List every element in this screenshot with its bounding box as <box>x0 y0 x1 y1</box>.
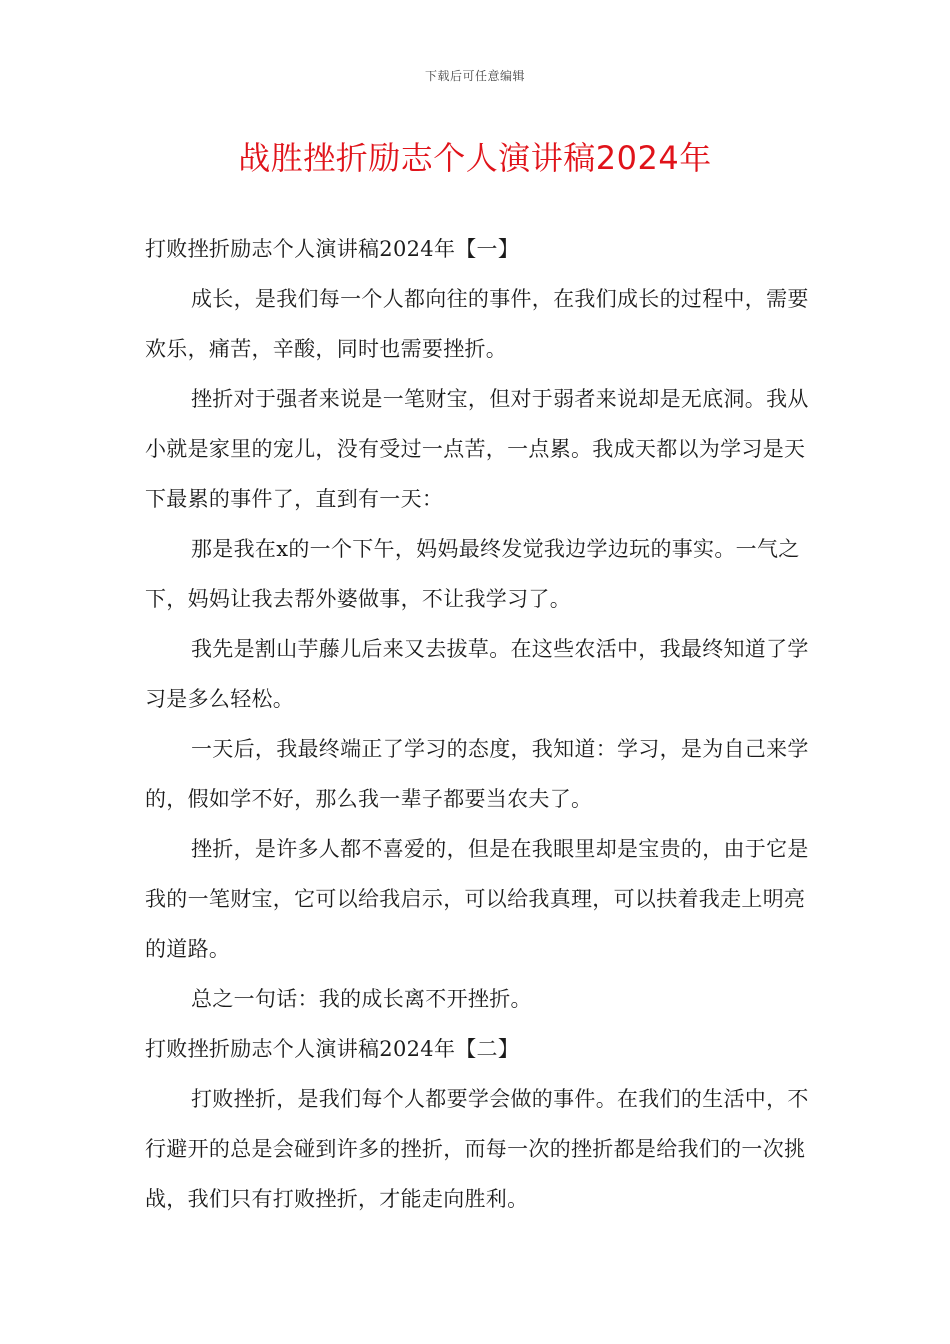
section-heading-2: 打败挫折励志个人演讲稿2024年【二】 <box>145 1037 520 1061</box>
paragraph: 打败挫折，是我们每个人都要学会做的事件。在我们的生活中，不行避开的总是会碰到许多的挫折，而每一次的挫折都是给我们的一次挑战，我们只有打败挫折，才能走向胜利。 <box>145 1087 809 1211</box>
paragraph: 我先是割山芋藤儿后来又去拔草。在这些农活中，我最终知道了学习是多么轻松。 <box>145 637 809 711</box>
paragraph: 挫折对于强者来说是一笔财宝，但对于弱者来说却是无底洞。我从小就是家里的宠儿，没有受过一点苦，一点累。我成天都以为学习是天下最累的事件了，直到有一天： <box>145 387 809 511</box>
paragraph: 成长，是我们每一个人都向往的事件，在我们成长的过程中，需要欢乐，痛苦，辛酸，同时也需要挫折。 <box>145 287 809 361</box>
paragraph: 那是我在x的一个下午，妈妈最终发觉我边学边玩的事实。一气之下，妈妈让我去帮外婆做事，不让我学习了。 <box>145 537 800 611</box>
section-heading-1: 打败挫折励志个人演讲稿2024年【一】 <box>145 237 520 261</box>
header-note: 下载后可任意编辑 <box>424 69 525 83</box>
paragraph: 总之一句话：我的成长离不开挫折。 <box>191 987 532 1011</box>
paragraph: 一天后，我最终端正了学习的态度，我知道：学习，是为自己来学的，假如学不好，那么我一辈子都要当农夫了。 <box>145 737 809 811</box>
document-title: 战胜挫折励志个人演讲稿2024年 <box>238 139 712 177</box>
paragraph: 挫折，是许多人都不喜爱的，但是在我眼里却是宝贵的，由于它是我的一笔财宝，它可以给我启示，可以给我真理，可以扶着我走上明亮的道路。 <box>145 837 809 961</box>
document-body <box>145 224 810 1224</box>
